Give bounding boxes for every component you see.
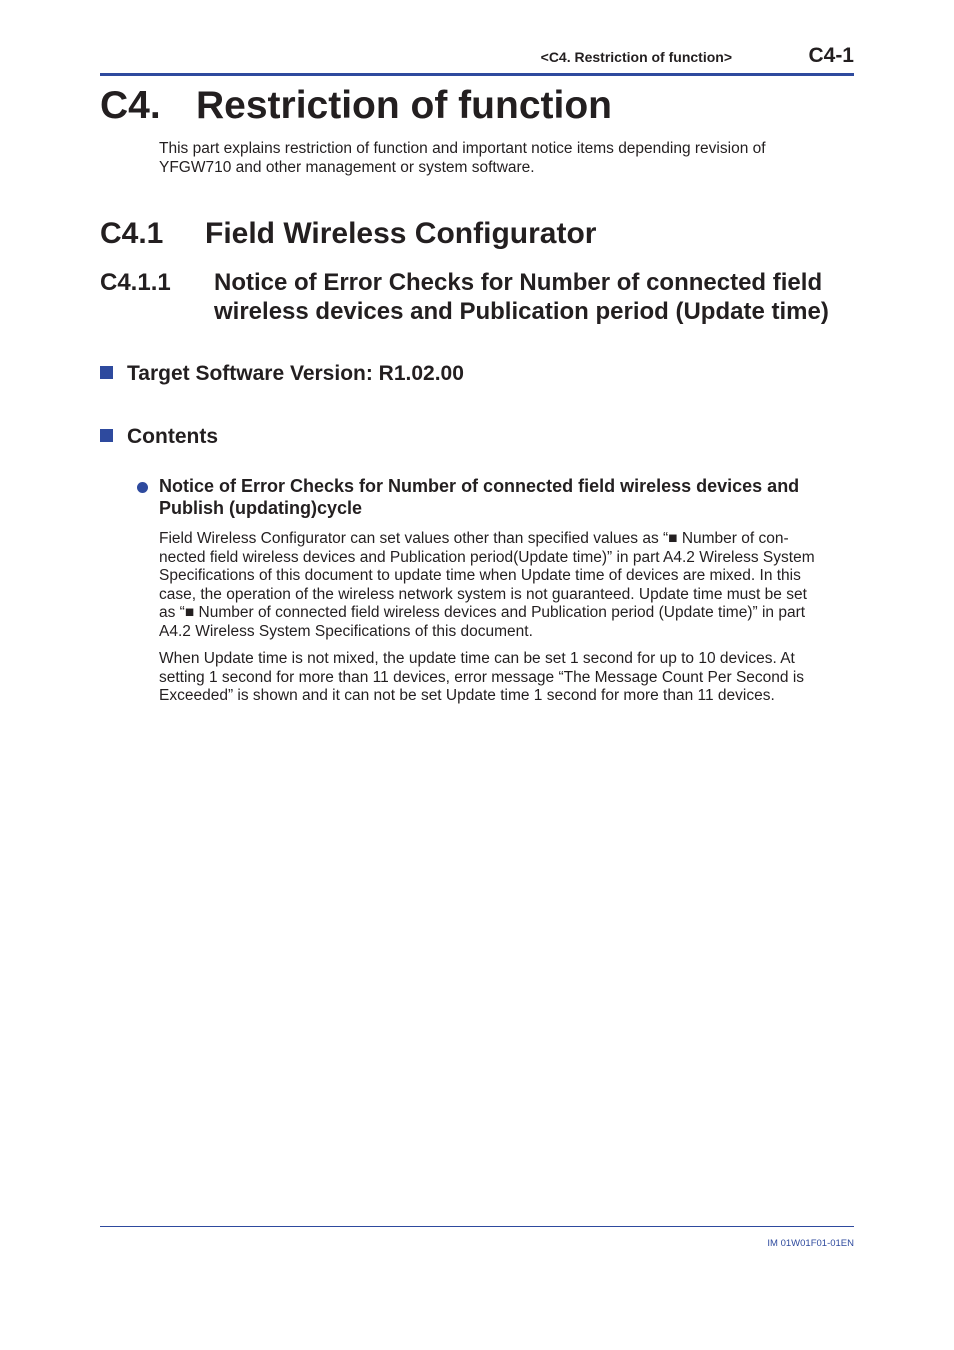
bullet-heading-line: Publish (updating)cycle bbox=[159, 497, 363, 518]
running-title: <C4. Restriction of function> bbox=[540, 49, 732, 65]
section-title bbox=[100, 214, 596, 254]
paragraph-line: Specifications of this document to update time when Update time of devices are mixed. In this bbox=[159, 567, 801, 584]
bullet-heading-text bbox=[159, 476, 839, 519]
subsection-number: C4.1.1 bbox=[100, 269, 171, 296]
chapter-intro: This part explains restriction of function and important notice items depending revision of YFGW710 and other management or system software. bbox=[159, 140, 766, 176]
contents-heading bbox=[100, 424, 218, 450]
paragraph-line: as “■ Number of connected field wireless devices and Publication period (Update time)” in part bbox=[159, 604, 806, 621]
square-bullet-icon bbox=[100, 429, 113, 442]
paragraph-line: A4.2 Wireless System Specifications of this document. bbox=[159, 622, 533, 640]
circle-bullet-icon bbox=[137, 482, 148, 493]
paragraph-line: case, the operation of the wireless network system is not guaranteed. Update time must be set bbox=[159, 585, 807, 603]
subsection-title-line: wireless devices and Publication period (Update time) bbox=[214, 298, 829, 325]
paragraph-line: nected field wireless devices and Publication period(Update time)” in part A4.2 Wireless System bbox=[159, 548, 815, 566]
subsection-title-line: Notice of Error Checks for Number of connected field bbox=[214, 269, 823, 296]
paragraph-line: When Update time is not mixed, the update time can be set 1 second for up to 10 devices. At bbox=[159, 650, 795, 667]
chapter-title bbox=[100, 82, 612, 130]
footer-rule bbox=[100, 1226, 854, 1227]
page-number: C4-1 bbox=[808, 44, 854, 67]
paragraph-line: Field Wireless Configurator can set values other than specified values as “■ Number of con- bbox=[159, 530, 789, 547]
target-version-text: Target Software Version: R1.02.00 bbox=[127, 362, 464, 385]
section-title-text: Field Wireless Configurator bbox=[205, 217, 597, 250]
section-number: C4.1 bbox=[100, 217, 164, 250]
square-bullet-icon bbox=[100, 366, 113, 379]
bullet-heading-line: Notice of Error Checks for Number of connected field wireless devices and bbox=[159, 476, 800, 496]
subsection-title-text bbox=[214, 268, 854, 326]
header-rule bbox=[100, 73, 854, 76]
running-header bbox=[100, 44, 854, 70]
paragraph-line: setting 1 second for more than 11 devices, error message “The Message Count Per Second is bbox=[159, 668, 805, 686]
paragraph-line: Exceeded” is shown and it can not be set Update time 1 second for more than 11 devices. bbox=[159, 687, 775, 704]
chapter-title-text: Restriction of function bbox=[196, 84, 612, 127]
paragraph-2 bbox=[159, 650, 854, 706]
paragraph-1 bbox=[159, 530, 854, 641]
target-version-heading bbox=[100, 361, 464, 387]
chapter-number: C4. bbox=[100, 84, 161, 127]
contents-heading-text: Contents bbox=[127, 425, 218, 448]
document-number: IM 01W01F01-01EN bbox=[767, 1238, 854, 1249]
